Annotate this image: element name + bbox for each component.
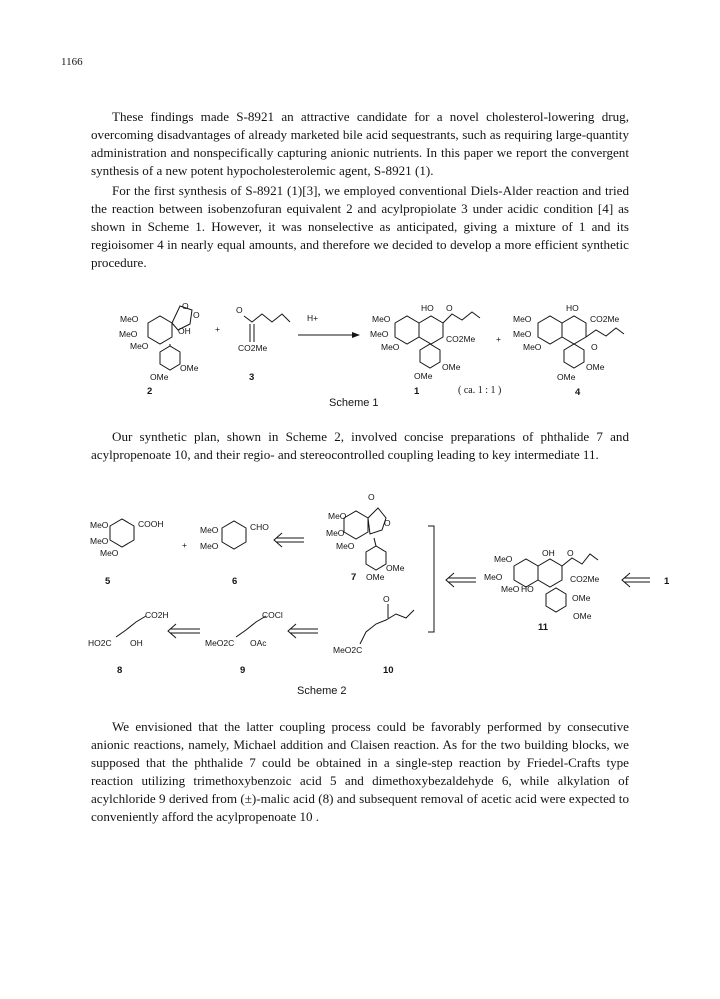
scheme-1-plus-a: + bbox=[215, 324, 220, 334]
compound-3-number: 3 bbox=[249, 372, 255, 383]
compound-9-cocl: COCl bbox=[262, 610, 283, 620]
compound-2-meo-bottom: MeO bbox=[130, 341, 149, 351]
compound-4-ome-a: OMe bbox=[586, 362, 605, 372]
compound-4-meo-bottom: MeO bbox=[523, 342, 542, 352]
compound-2-o-a: O bbox=[182, 301, 189, 311]
compound-10-structure bbox=[333, 594, 414, 676]
compound-4-number: 4 bbox=[575, 387, 581, 398]
compound-11-meo-bottom: MeO bbox=[501, 584, 520, 594]
compound-11-ome-b: OMe bbox=[573, 611, 592, 621]
compound-7-o-carbonyl: O bbox=[368, 492, 375, 502]
compound-1-number: 1 bbox=[414, 386, 420, 397]
compound-1-meo-top: MeO bbox=[372, 314, 391, 324]
retro-arrow-9-from-10 bbox=[288, 624, 318, 638]
scheme-1-plus-b: + bbox=[496, 334, 501, 344]
compound-4-co2me: CO2Me bbox=[590, 314, 620, 324]
compound-11-ome-a: OMe bbox=[572, 593, 591, 603]
compound-7-meo-middle: MeO bbox=[326, 528, 345, 538]
compound-7-structure bbox=[326, 492, 405, 583]
compound-4-ho: HO bbox=[566, 303, 579, 313]
compound-4-meo-top: MeO bbox=[513, 314, 532, 324]
compound-6-structure bbox=[200, 521, 269, 587]
paragraph-1-text: These findings made S-8921 an attractive candidate for a novel cholesterol-lowering drug, overcoming disadvantages of already marketed bile acid sequestrants, such as requiring large-quantity administration and nonspecifically capturing anionic nutrients. In this paper we report the convergent synthesis of a new potent hypocholesterolemic agent, S-8921 (1). bbox=[91, 109, 629, 179]
compound-1-meo-middle: MeO bbox=[370, 329, 389, 339]
compound-5-number: 5 bbox=[105, 576, 111, 587]
compound-9-structure bbox=[205, 610, 283, 676]
scheme-2-bracket bbox=[428, 526, 434, 632]
compound-2-o-b: O bbox=[193, 310, 200, 320]
compound-11-meo-top: MeO bbox=[494, 554, 513, 564]
compound-2-ome-b: OMe bbox=[150, 372, 169, 382]
retro-arrow-6-from-7 bbox=[274, 533, 304, 547]
compound-1-ome-a: OMe bbox=[442, 362, 461, 372]
compound-2-oh: OH bbox=[178, 326, 191, 336]
compound-2-meo-middle: MeO bbox=[119, 329, 138, 339]
compound-7-meo-bottom: MeO bbox=[336, 541, 355, 551]
compound-9-oac: OAc bbox=[250, 638, 267, 648]
compound-4-o: O bbox=[591, 342, 598, 352]
compound-7-meo-top: MeO bbox=[328, 511, 347, 521]
compound-8-co2h: CO2H bbox=[145, 610, 169, 620]
compound-8-structure bbox=[88, 610, 169, 676]
compound-11-co2me: CO2Me bbox=[570, 574, 600, 584]
scheme-1-reagent: H+ bbox=[307, 313, 319, 323]
compound-9-number: 9 bbox=[240, 665, 246, 676]
scheme-2-plus: + bbox=[182, 540, 187, 550]
compound-1-o: O bbox=[446, 303, 453, 313]
compound-1-ome-b: OMe bbox=[414, 371, 433, 381]
compound-11-ho: HO bbox=[521, 584, 534, 594]
compound-7-o-ring: O bbox=[384, 518, 391, 528]
compound-10-o: O bbox=[383, 594, 390, 604]
compound-11-meo-middle: MeO bbox=[484, 572, 503, 582]
compound-1-ho: HO bbox=[421, 303, 434, 313]
compound-2-ome-a: OMe bbox=[180, 363, 199, 373]
compound-2-number: 2 bbox=[147, 386, 153, 397]
compound-11-number: 11 bbox=[538, 622, 549, 633]
retro-arrow-7-10-from-11 bbox=[446, 573, 476, 587]
compound-3-o: O bbox=[236, 305, 243, 315]
compound-3-co2me: CO2Me bbox=[238, 343, 268, 353]
scheme-2-caption: Scheme 2 bbox=[297, 685, 347, 697]
compound-5-meo-top: MeO bbox=[90, 520, 109, 530]
compound-1-co2me: CO2Me bbox=[446, 334, 476, 344]
compound-5-meo-middle: MeO bbox=[90, 536, 109, 546]
retro-arrow-8-from-9 bbox=[168, 624, 200, 638]
scheme-1-ratio: ( ca. 1 : 1 ) bbox=[458, 385, 502, 396]
compound-1-meo-bottom: MeO bbox=[381, 342, 400, 352]
retro-arrow-11-from-1 bbox=[622, 573, 650, 587]
compound-11-oh: OH bbox=[542, 548, 555, 558]
compound-6-cho: CHO bbox=[250, 522, 269, 532]
paragraph-4 bbox=[91, 718, 629, 827]
scheme-1-caption: Scheme 1 bbox=[329, 397, 379, 409]
compound-10-number: 10 bbox=[383, 665, 394, 676]
compound-6-meo-top: MeO bbox=[200, 525, 219, 535]
compound-8-ho2c: HO2C bbox=[88, 638, 112, 648]
compound-6-number: 6 bbox=[232, 576, 238, 587]
page-number: 1166 bbox=[61, 56, 83, 68]
compound-6-meo-bottom: MeO bbox=[200, 541, 219, 551]
paragraph-3-text: Our synthetic plan, shown in Scheme 2, involved concise preparations of phthalide 7 and acylpropenoate 10, and their regio- and stereocontrolled coupling leading to key intermediate 11. bbox=[91, 429, 629, 463]
compound-8-oh: OH bbox=[130, 638, 143, 648]
compound-9-meo2c: MeO2C bbox=[205, 638, 235, 648]
compound-2-meo-top: MeO bbox=[120, 314, 139, 324]
compound-8-number: 8 bbox=[117, 665, 123, 676]
compound-4-ome-b: OMe bbox=[557, 372, 576, 382]
compound-5-structure bbox=[90, 519, 164, 587]
paragraph-4-text: We envisioned that the latter coupling process could be favorably performed by consecutive anionic reactions, namely, Michael addition and Claisen reaction. As for the two building blocks, we supposed that the phthalide 7 could be obtained in a single-step reaction by Friedel-Crafts type reaction utilizing trimethoxybenzoic acid 5 and dimethoxybezaldehyde 6, while alkylation of acylchloride 9 derived from (±)-malic acid (8) and subsequent removal of acetic acid were expected to conveniently afford the acylpropenoate 10 . bbox=[91, 719, 629, 825]
paragraph-2-text: For the first synthesis of S-8921 (1)[3], we employed conventional Diels-Alder reaction and tried the reaction between isobenzofuran equivalent 2 and acylpropiolate 3 under acidic condition [4] as shown in Scheme 1. However, it was nonselective as anticipated, giving a mixture of 1 and its regioisomer 4 in nearly equal amounts, and therefore we decided to develop a more efficient synthetic procedure. bbox=[91, 183, 629, 271]
target-compound-1: 1 bbox=[664, 576, 670, 587]
compound-7-ome-b: OMe bbox=[366, 572, 385, 582]
compound-10-meo2c: MeO2C bbox=[333, 645, 363, 655]
compound-7-ome-a: OMe bbox=[386, 563, 405, 573]
compound-7-number: 7 bbox=[351, 572, 357, 583]
compound-11-o: O bbox=[567, 548, 574, 558]
compound-5-cooh: COOH bbox=[138, 519, 164, 529]
compound-4-meo-middle: MeO bbox=[513, 329, 532, 339]
compound-5-meo-bottom: MeO bbox=[100, 548, 119, 558]
compound-11-structure bbox=[484, 548, 600, 633]
